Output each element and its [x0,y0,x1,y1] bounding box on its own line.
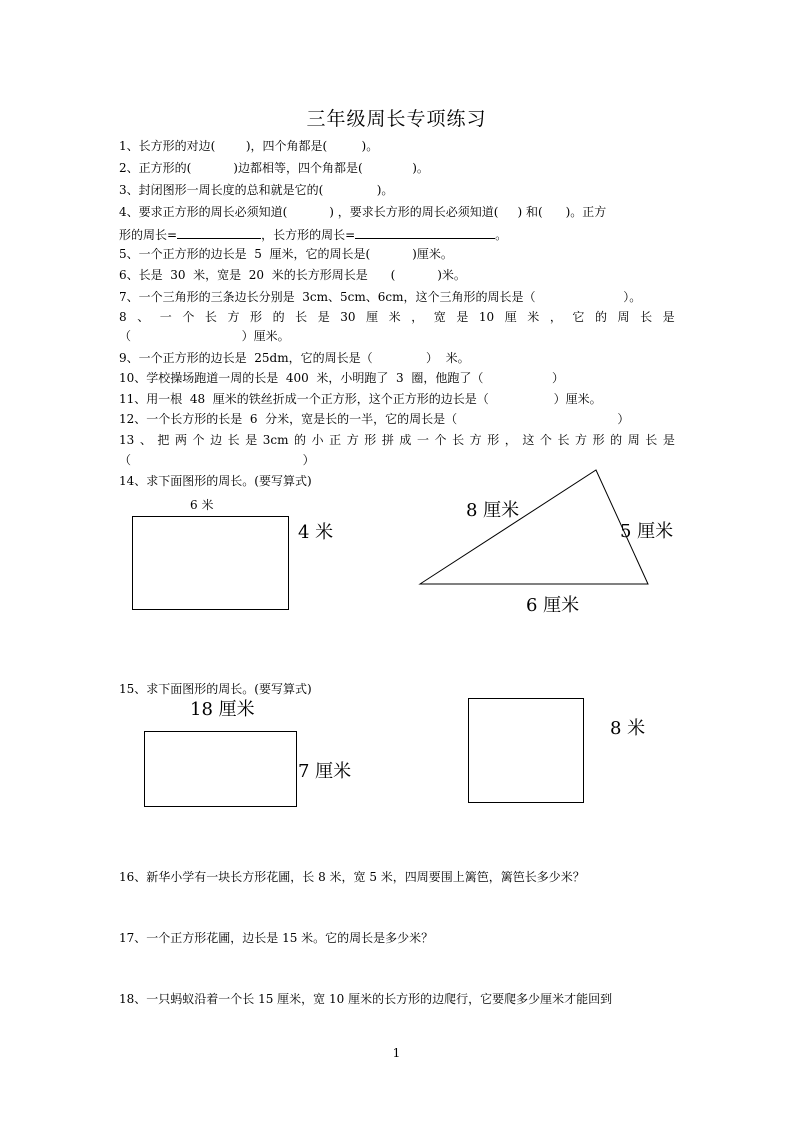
question-word: 长 [640,310,653,324]
fig1-side-label: 4 米 [298,522,334,543]
question-word: 3cm [262,433,289,447]
question-word: 个 [434,433,447,447]
question-12: 12、一个长方形的长是 6 分米，宽是长的一半，它的周长是（ ） [119,412,630,426]
question-word: 个 [539,433,552,447]
question-word: 小 [311,433,324,447]
question-3: 3、封闭图形一周长度的总和就是它的( )。 [119,183,394,197]
question-word: 形 [250,310,263,324]
question-word: 它 [572,310,585,324]
question-13-line-1 [119,433,675,448]
question-word: 的 [594,310,607,324]
question-word: 个 [182,310,195,324]
question-word: 一 [416,433,429,447]
question-word: ， [504,433,517,447]
question-word: 成 [399,433,412,447]
answer-blank[interactable] [355,226,495,239]
answer-blank[interactable] [177,226,261,239]
question-word: 的 [294,433,307,447]
question-10: 10、学校操场跑道一周的长是 400 米，小明跑了 3 圈，他跑了（ ） [119,371,564,385]
question-word: 长 [557,433,570,447]
question-word: 方 [227,310,240,324]
question-word: 13 [119,433,135,447]
question-word: 米 [388,310,401,324]
question-2: 2、正方形的( )边都相等，四个角都是( )。 [119,161,429,175]
question-word: 形 [364,433,377,447]
question-word: 形 [487,433,500,447]
question-word: 一 [159,310,172,324]
question-18: 18、一只蚂蚁沿着一个长 15 厘米，宽 10 厘米的长方形的边爬行，它要爬多少厘米才能回到 [119,992,613,1006]
question-word: 长 [645,433,658,447]
question-14: 14、求下面图形的周长。(要写算式) [119,474,312,488]
question-4-line-1: 4、要求正方形的周长必须知道( ) ，要求长方形的周长必须知道( ) 和( )。正方 [119,205,607,219]
question-word: 是 [317,310,330,324]
question-word: 个 [192,433,205,447]
question-8-line-1 [119,310,675,325]
question-4-line-2: 形的周长= ，长方形的周长= 。 [119,228,508,242]
question-1: 1、长方形的对边( )，四个角都是( )。 [119,139,379,153]
question-word: 长 [295,310,308,324]
question-word: 、 [137,310,150,324]
question-11: 11、用一根 48 厘米的铁丝折成一个正方形，这个正方形的边长是（ ）厘米。 [119,392,602,406]
fig3-rectangle [144,731,297,807]
question-16: 16、新华小学有一块长方形花圃，长 8 米，宽 5 米，四周要围上篱笆，篱笆长多少米？ [119,870,585,884]
question-8-line-2: （ ）厘米。 [119,329,290,343]
fig2-left-label: 8 厘米 [466,500,520,521]
question-word: 周 [627,433,640,447]
question-word: 厘 [366,310,379,324]
question-word: 是 [245,433,258,447]
question-word: ， [411,310,424,324]
question-word: 长 [227,433,240,447]
question-5: 5、一个正方形的边长是 5 厘米，它的周长是( )厘米。 [119,247,453,261]
question-7: 7、一个三角形的三条边长分别是 3cm、5cm、6cm，这个三角形的周长是（ ）。 [119,290,642,304]
question-word: 米 [527,310,540,324]
question-word: 10 [478,310,495,324]
question-word: 8 [119,310,127,324]
question-17: 17、一个正方形花圃，边长是 15 米。它的周长是多少米？ [119,931,434,945]
question-word: 边 [210,433,223,447]
question-word: 是 [662,310,675,324]
question-word: 、 [139,433,152,447]
question-word: 方 [575,433,588,447]
page-title: 三年级周长专项练习 [306,108,487,130]
question-word: 宽 [433,310,446,324]
fig4-square [468,698,584,803]
question-word: 是 [662,433,675,447]
question-word: 周 [617,310,630,324]
question-15: 15、求下面图形的周长。(要写算式) [119,682,312,696]
question-word: 长 [452,433,465,447]
fig3-top-label: 18 厘米 [190,699,255,720]
question-word: ， [549,310,562,324]
fig1-rectangle [132,516,289,610]
question-word: 是 [456,310,469,324]
fig2-right-label: 5 厘米 [620,521,674,542]
question-word: 方 [346,433,359,447]
question-word: 厘 [504,310,517,324]
question-word: 长 [204,310,217,324]
question-6: 6、长是 30 米，宽是 20 米的长方形周长是 ( )米。 [119,268,466,282]
question-word: 形 [592,433,605,447]
question-word: 30 [340,310,356,324]
question-word: 这 [522,433,535,447]
question-9: 9、一个正方形的边长是 25dm，它的周长是（ ） 米。 [119,351,470,365]
question-word: 两 [174,433,187,447]
question-word: 方 [469,433,482,447]
fig2-bottom-label: 6 厘米 [526,595,580,616]
question-word: 拼 [381,433,394,447]
question-word: 把 [157,433,170,447]
question-13-line-2: （ ） [119,453,315,467]
question-word: 的 [610,433,623,447]
fig1-top-label: 6 米 [190,498,214,512]
question-word: 正 [329,433,342,447]
triangle-outline [420,470,648,584]
fig4-side-label: 8 米 [610,718,646,739]
question-word: 的 [272,310,285,324]
fig3-side-label: 7 厘米 [298,761,352,782]
page-number: 1 [392,1046,401,1060]
